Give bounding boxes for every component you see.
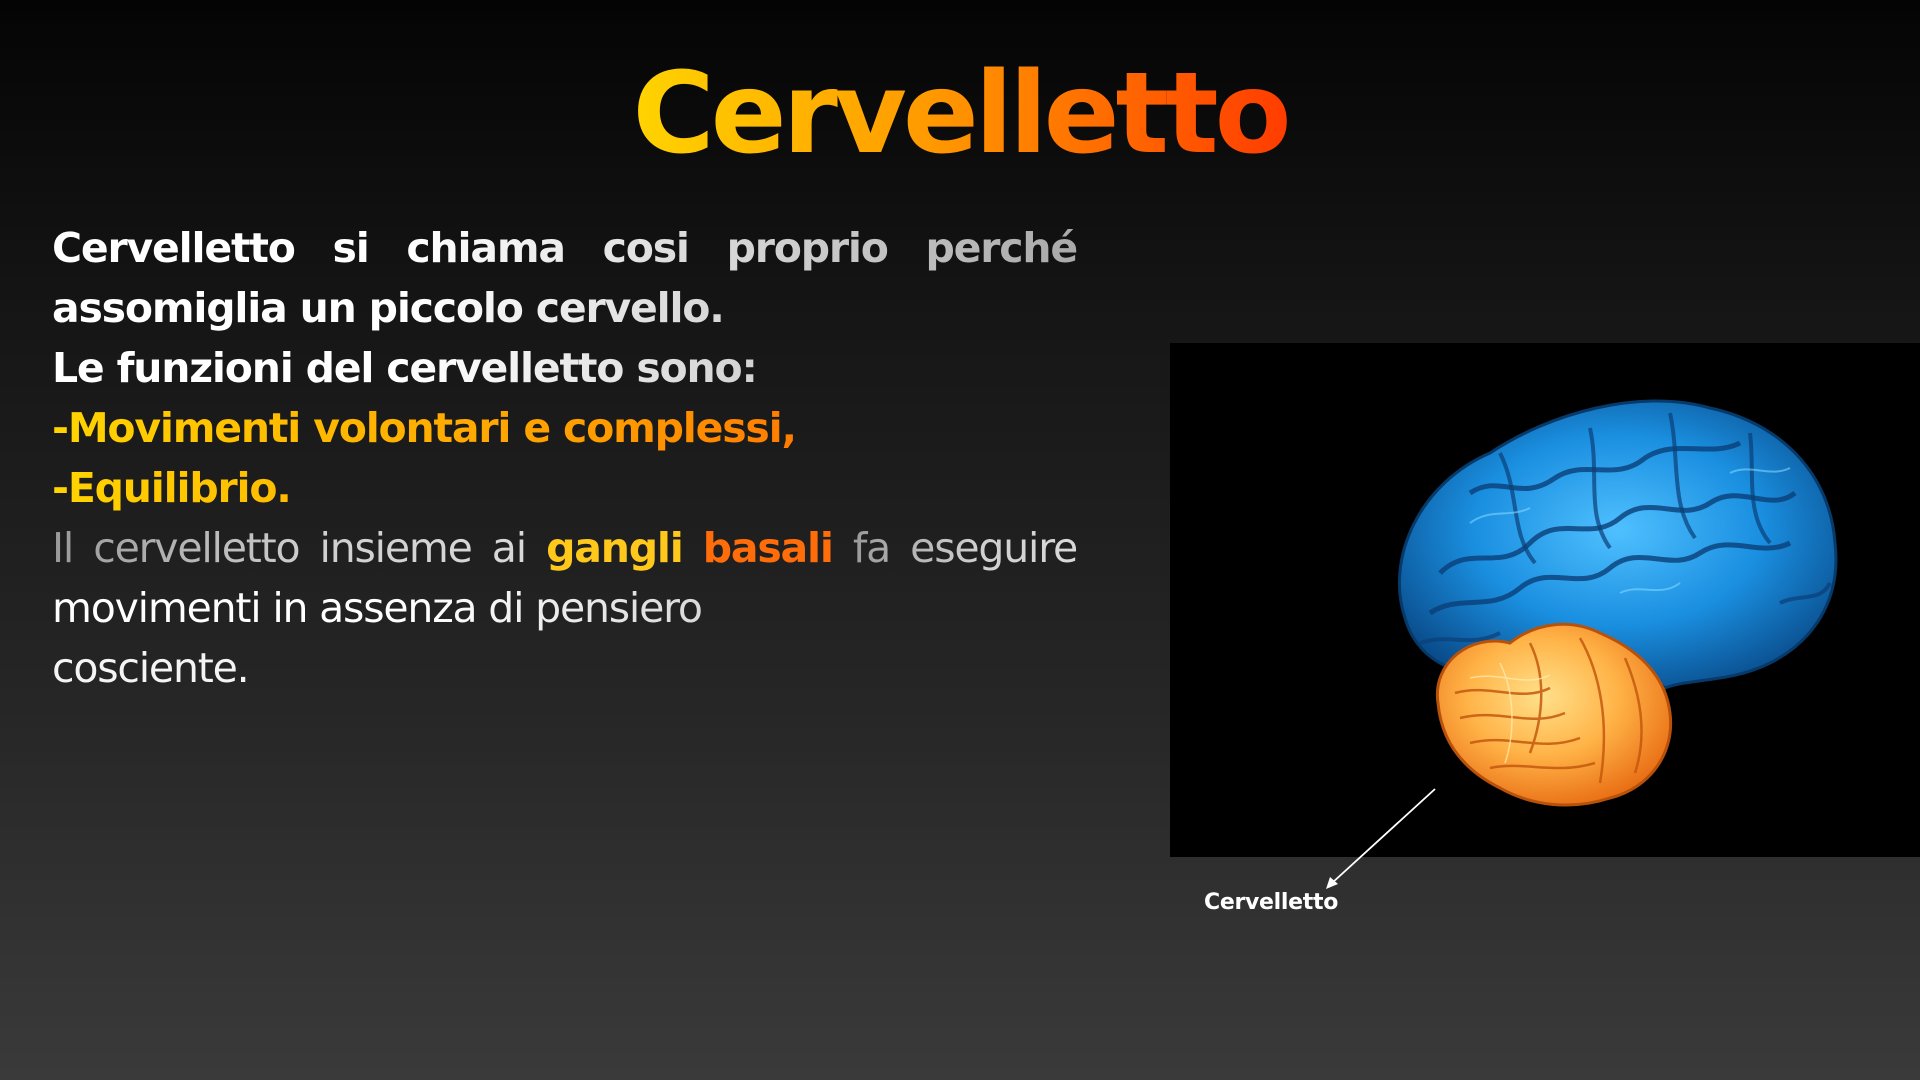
paragraph2-line3: cosciente. xyxy=(52,644,249,692)
highlight-gangli: gangli xyxy=(546,524,683,572)
paragraph2-line2: movimenti in assenza di pensiero xyxy=(52,578,1077,638)
brain-image-panel xyxy=(1170,343,1920,857)
body-text xyxy=(52,218,1077,698)
brain-cerebellum-icon xyxy=(1170,343,1920,857)
pointer-arrow-icon xyxy=(1320,785,1440,900)
paragraph1-line2: assomiglia un piccolo cervello. xyxy=(52,278,1077,338)
image-caption: Cervelletto xyxy=(1204,890,1339,915)
slide-title xyxy=(0,44,1920,184)
paragraph2-line1 xyxy=(52,518,1077,578)
functions-intro: Le funzioni del cervelletto sono: xyxy=(52,338,1077,398)
slide-title-text: Cervelletto xyxy=(632,49,1288,179)
paragraph2-part1: Il cervelletto insieme ai xyxy=(52,524,526,572)
function-item-balance: -Equilibrio. xyxy=(52,458,1077,518)
paragraph1-line1: Cervelletto si chiama cosi proprio perché xyxy=(52,218,1077,278)
function-item-movements: -Movimenti volontari e complessi, xyxy=(52,398,1077,458)
highlight-basali: basali xyxy=(702,524,833,572)
paragraph2-part2: fa eseguire xyxy=(852,524,1077,572)
